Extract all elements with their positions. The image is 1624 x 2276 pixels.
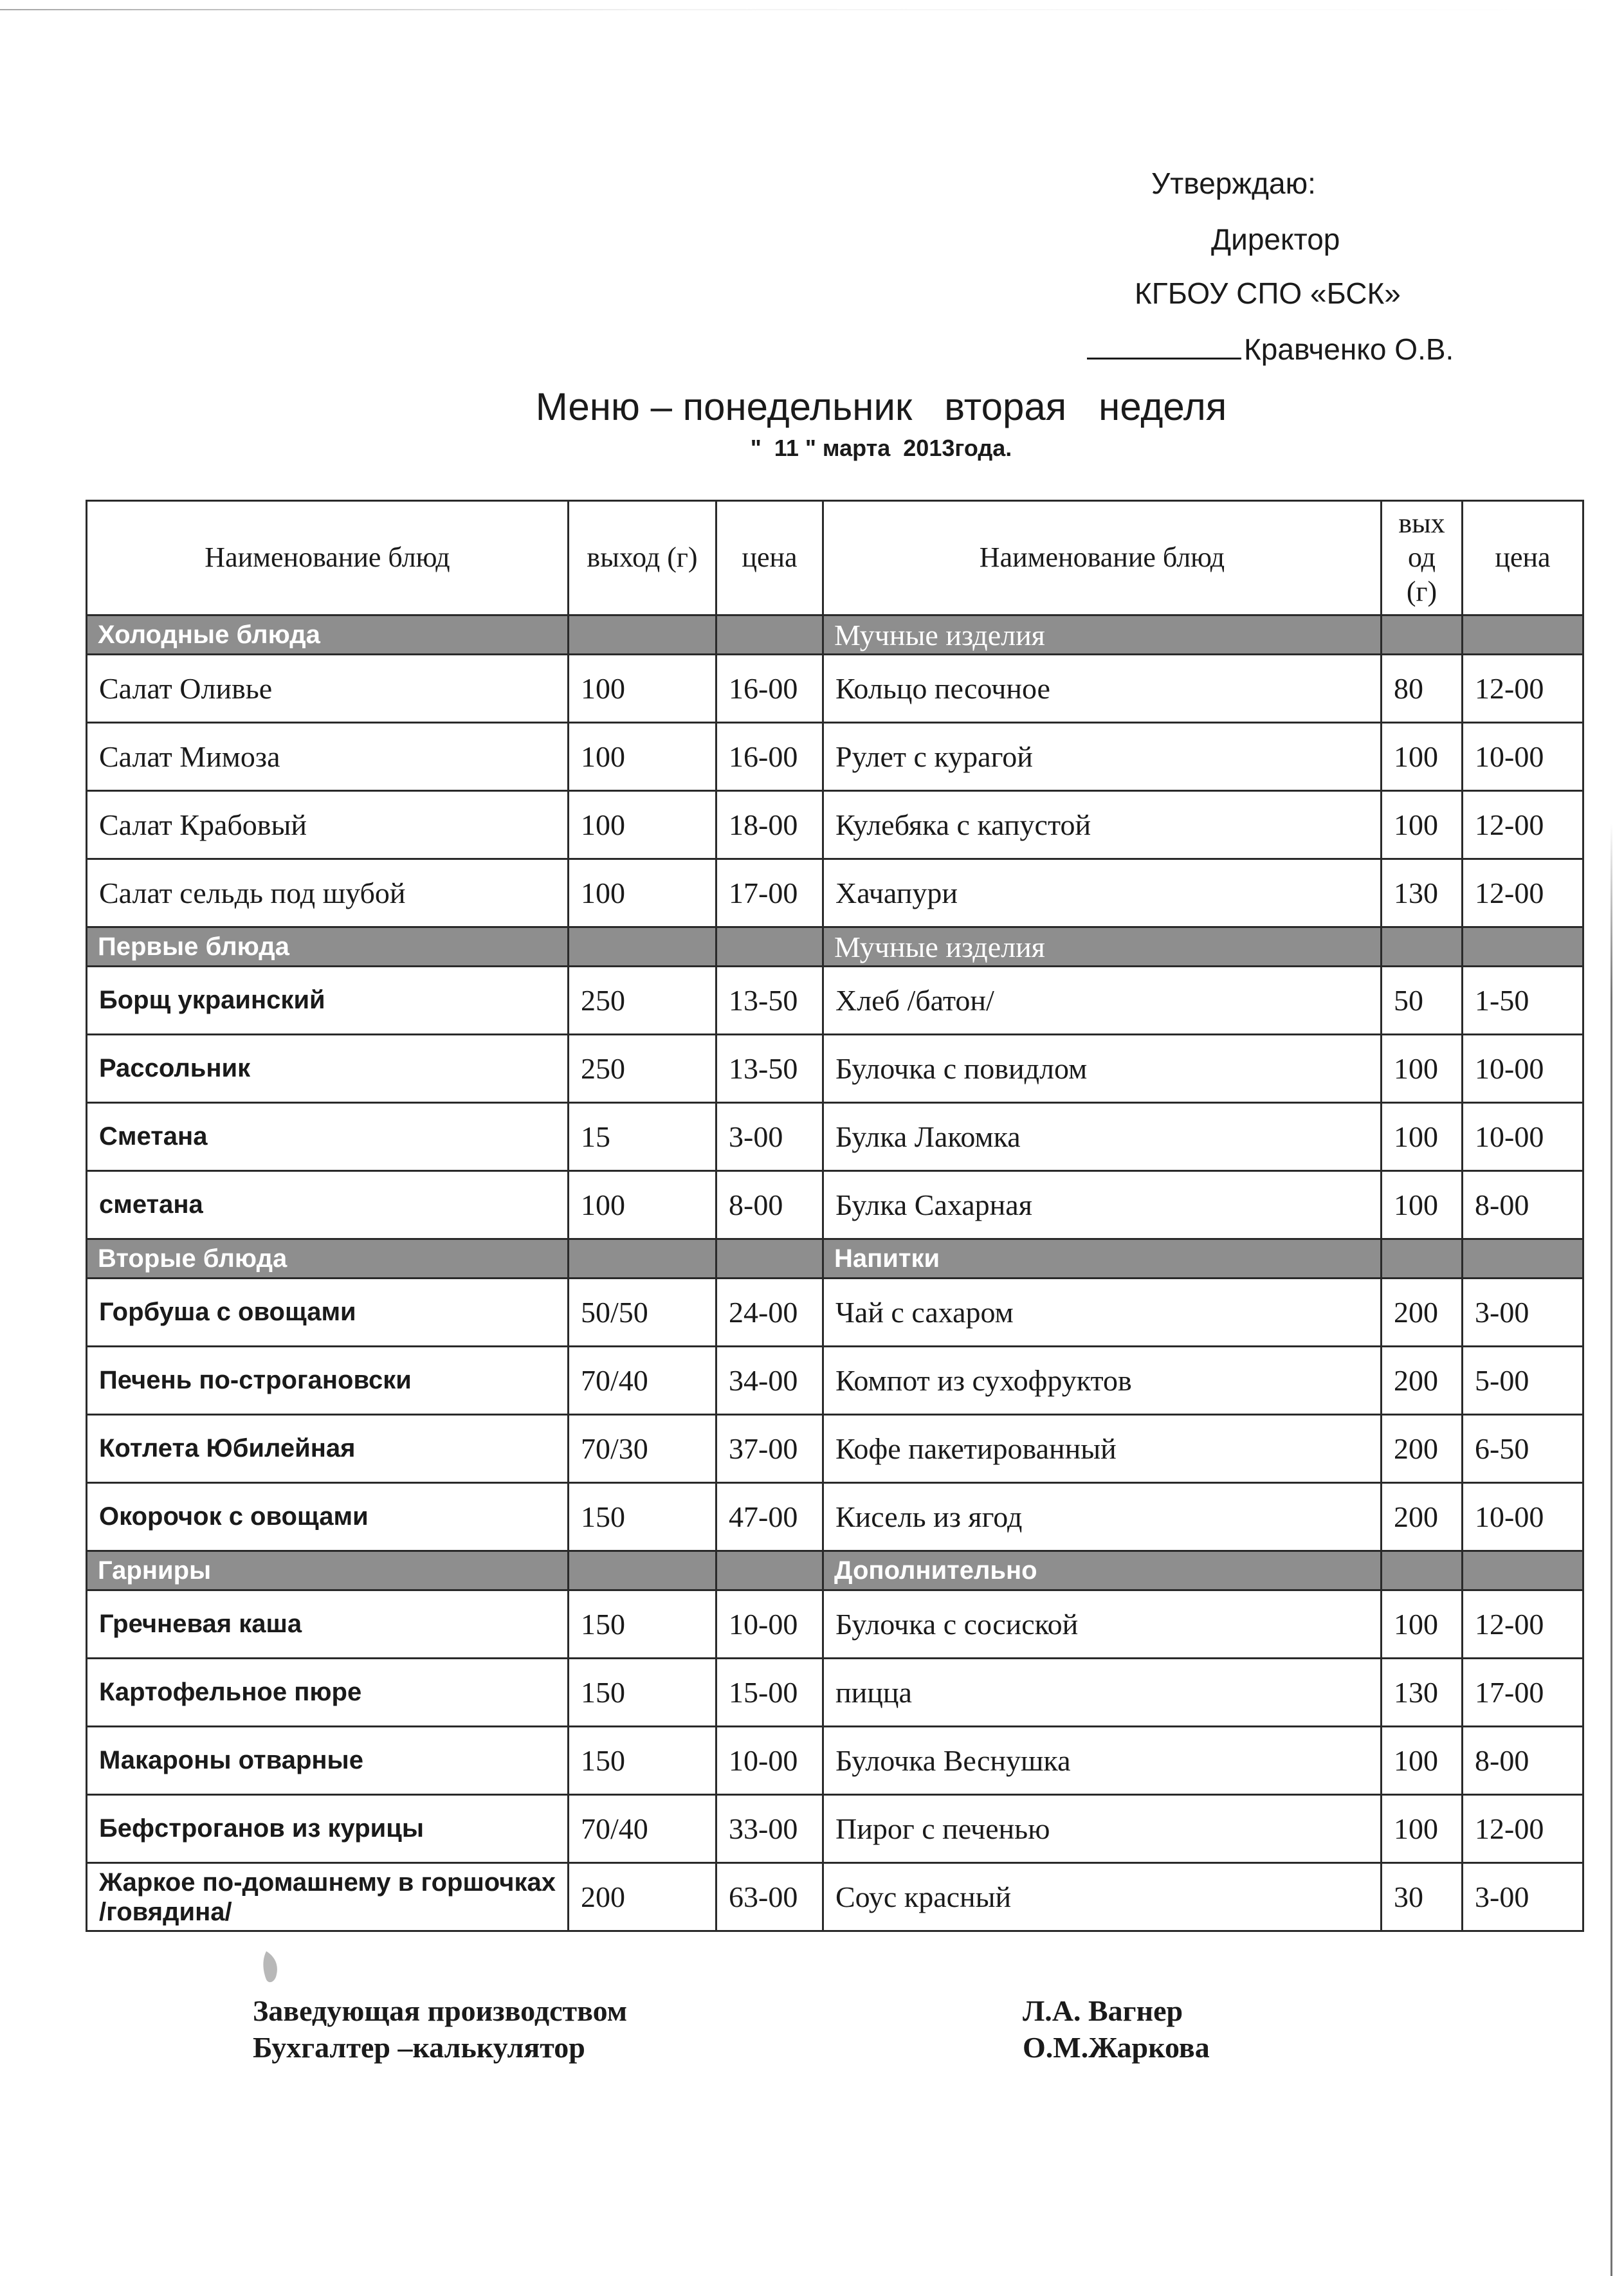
dish-yield: 100 [569,1171,716,1239]
dish-name: Салат сельдь под шубой [87,859,569,927]
approval-organization: КГБОУ СПО «БСК» [1135,277,1401,310]
header-dish-name: Наименование блюд [87,501,569,615]
dish-yield: 100 [569,723,716,791]
table-row [87,1103,1583,1171]
scan-edge-top [0,9,1624,10]
dish-name-2: Булка Сахарная [823,1171,1382,1239]
dish-name: Сметана [87,1103,569,1171]
approval-position: Директор [1211,223,1340,256]
dish-price: 34-00 [716,1347,823,1415]
dish-yield: 15 [569,1103,716,1171]
dish-name: сметана [87,1171,569,1239]
dish-price-2: 8-00 [1463,1171,1583,1239]
dish-price: 47-00 [716,1483,823,1551]
dish-name-2: Булочка с сосиской [823,1590,1382,1659]
table-row [87,1483,1583,1551]
dish-price: 17-00 [716,859,823,927]
category-row [87,927,1583,967]
table-row [87,1035,1583,1103]
dish-price: 16-00 [716,723,823,791]
category-right: Дополнительно [823,1551,1382,1590]
table-header-row [87,501,1583,615]
table-row [87,967,1583,1035]
dish-name: Бефстроганов из курицы [87,1795,569,1863]
dish-yield: 100 [569,655,716,723]
category-right-yield [1382,615,1463,655]
category-left: Вторые блюда [87,1239,569,1279]
dish-yield-2: 200 [1382,1483,1463,1551]
dish-price-2: 12-00 [1463,1795,1583,1863]
dish-price: 8-00 [716,1171,823,1239]
dish-price-2: 3-00 [1463,1279,1583,1347]
dish-name-2: Булочка Веснушка [823,1727,1382,1795]
category-right: Мучные изделия [823,615,1382,655]
header-yield-2: вых од (г) [1382,501,1463,615]
category-left: Холодные блюда [87,615,569,655]
footer-name-2: О.М.Жаркова [1023,2031,1210,2064]
category-row [87,1551,1583,1590]
dish-name: Макароны отварные [87,1727,569,1795]
dish-name: Гречневая каша [87,1590,569,1659]
dish-yield-2: 100 [1382,1103,1463,1171]
category-left-yield [569,1551,716,1590]
category-row [87,1239,1583,1279]
dish-yield-2: 130 [1382,859,1463,927]
dish-yield-2: 130 [1382,1659,1463,1727]
dish-name-2: Булка Лакомка [823,1103,1382,1171]
table-row [87,655,1583,723]
dish-yield-2: 100 [1382,1035,1463,1103]
dish-price: 18-00 [716,791,823,859]
dish-yield-2: 200 [1382,1279,1463,1347]
category-right-price [1463,1551,1583,1590]
dish-name: Борщ украинский [87,967,569,1035]
dish-yield: 250 [569,1035,716,1103]
category-left: Первые блюда [87,927,569,967]
category-left-price [716,1551,823,1590]
approval-approve: Утверждаю: [1151,167,1316,200]
table-row [87,1590,1583,1659]
approval-signature-line [1087,334,1454,364]
dish-price-2: 6-50 [1463,1415,1583,1483]
dish-price-2: 8-00 [1463,1727,1583,1795]
dish-yield: 150 [569,1727,716,1795]
category-right: Мучные изделия [823,927,1382,967]
dish-name: Окорочок с овощами [87,1483,569,1551]
header-dish-name-2: Наименование блюд [823,501,1382,615]
table-row [87,859,1583,927]
footer-name-1: Л.А. Вагнер [1023,1994,1183,2027]
dish-name-2: Кольцо песочное [823,655,1382,723]
category-left-yield [569,927,716,967]
dish-yield: 100 [569,859,716,927]
category-left: Гарниры [87,1551,569,1590]
dish-price-2: 12-00 [1463,655,1583,723]
dish-price-2: 12-00 [1463,859,1583,927]
signature-blank-line [1087,334,1241,360]
dish-yield: 150 [569,1659,716,1727]
dish-name-2: Чай с сахаром [823,1279,1382,1347]
dish-yield-2: 100 [1382,1795,1463,1863]
page-title: Меню – понедельник вторая неделя [535,385,1227,428]
dish-price-2: 10-00 [1463,1035,1583,1103]
dish-name: Горбуша с овощами [87,1279,569,1347]
dish-yield: 100 [569,791,716,859]
dish-yield: 70/40 [569,1347,716,1415]
dish-price: 37-00 [716,1415,823,1483]
scan-smudge [260,1950,282,1986]
dish-price-2: 1-50 [1463,967,1583,1035]
dish-name-2: Рулет с курагой [823,723,1382,791]
dish-name-2: Хлеб /батон/ [823,967,1382,1035]
dish-name: Картофельное пюре [87,1659,569,1727]
table-row [87,791,1583,859]
dish-price: 15-00 [716,1659,823,1727]
category-left-price [716,1239,823,1279]
table-row [87,1347,1583,1415]
dish-name-2: пицца [823,1659,1382,1727]
dish-price: 33-00 [716,1795,823,1863]
dish-name-2: Булочка с повидлом [823,1035,1382,1103]
dish-price-2: 10-00 [1463,1483,1583,1551]
dish-price-2: 10-00 [1463,1103,1583,1171]
table-row [87,1171,1583,1239]
dish-yield: 50/50 [569,1279,716,1347]
dish-name: Печень по-строгановски [87,1347,569,1415]
dish-name: Жаркое по-домашнему в горшочках /говядина/ [87,1863,569,1931]
table-row [87,1279,1583,1347]
dish-yield-2: 100 [1382,1727,1463,1795]
dish-name-2: Хачапури [823,859,1382,927]
dish-name-2: Кисель из ягод [823,1483,1382,1551]
dish-yield-2: 100 [1382,1590,1463,1659]
dish-name: Салат Мимоза [87,723,569,791]
table-row [87,1415,1583,1483]
dish-yield-2: 50 [1382,967,1463,1035]
dish-name: Салат Оливье [87,655,569,723]
dish-yield-2: 30 [1382,1863,1463,1931]
header-price-2: цена [1463,501,1583,615]
dish-yield-2: 200 [1382,1415,1463,1483]
category-left-price [716,615,823,655]
dish-price: 24-00 [716,1279,823,1347]
dish-price: 63-00 [716,1863,823,1931]
category-right-yield [1382,1551,1463,1590]
category-left-price [716,927,823,967]
category-left-yield [569,615,716,655]
dish-name-2: Компот из сухофруктов [823,1347,1382,1415]
category-left-yield [569,1239,716,1279]
dish-yield: 70/40 [569,1795,716,1863]
dish-price-2: 12-00 [1463,1590,1583,1659]
table-row [87,1863,1583,1931]
dish-price-2: 12-00 [1463,791,1583,859]
dish-yield-2: 100 [1382,723,1463,791]
table-row [87,1727,1583,1795]
table-row [87,723,1583,791]
dish-yield-2: 80 [1382,655,1463,723]
dish-yield: 150 [569,1590,716,1659]
dish-price: 3-00 [716,1103,823,1171]
dish-name-2: Пирог с печенью [823,1795,1382,1863]
dish-yield-2: 200 [1382,1347,1463,1415]
dish-name: Котлета Юбилейная [87,1415,569,1483]
dish-price-2: 3-00 [1463,1863,1583,1931]
category-row [87,615,1583,655]
dish-yield: 250 [569,967,716,1035]
category-right-yield [1382,1239,1463,1279]
dish-price-2: 17-00 [1463,1659,1583,1727]
dish-yield: 150 [569,1483,716,1551]
dish-name-2: Кулебяка с капустой [823,791,1382,859]
header-price: цена [716,501,823,615]
dish-price: 16-00 [716,655,823,723]
scan-edge-right [1610,823,1612,2276]
date-line: " 11 " марта 2013года. [750,435,1012,461]
dish-name: Салат Крабовый [87,791,569,859]
footer-role-2: Бухгалтер –калькулятор [253,2031,585,2064]
category-right-price [1463,1239,1583,1279]
dish-price: 13-50 [716,1035,823,1103]
dish-name-2: Кофе пакетированный [823,1415,1382,1483]
menu-table [86,500,1584,1932]
category-right-price [1463,615,1583,655]
table-row [87,1659,1583,1727]
dish-yield-2: 100 [1382,1171,1463,1239]
dish-price: 13-50 [716,967,823,1035]
footer-role-1: Заведующая производством [253,1994,628,2027]
header-yield: выход (г) [569,501,716,615]
dish-yield-2: 100 [1382,791,1463,859]
dish-name-2: Соус красный [823,1863,1382,1931]
category-right-price [1463,927,1583,967]
category-right: Напитки [823,1239,1382,1279]
dish-price-2: 5-00 [1463,1347,1583,1415]
dish-price: 10-00 [716,1727,823,1795]
dish-yield: 200 [569,1863,716,1931]
dish-price: 10-00 [716,1590,823,1659]
dish-price-2: 10-00 [1463,723,1583,791]
dish-yield: 70/30 [569,1415,716,1483]
category-right-yield [1382,927,1463,967]
menu-table-body [87,501,1583,1931]
dish-name: Рассольник [87,1035,569,1103]
table-row [87,1795,1583,1863]
approval-signatory: Кравченко О.В. [1244,332,1454,366]
